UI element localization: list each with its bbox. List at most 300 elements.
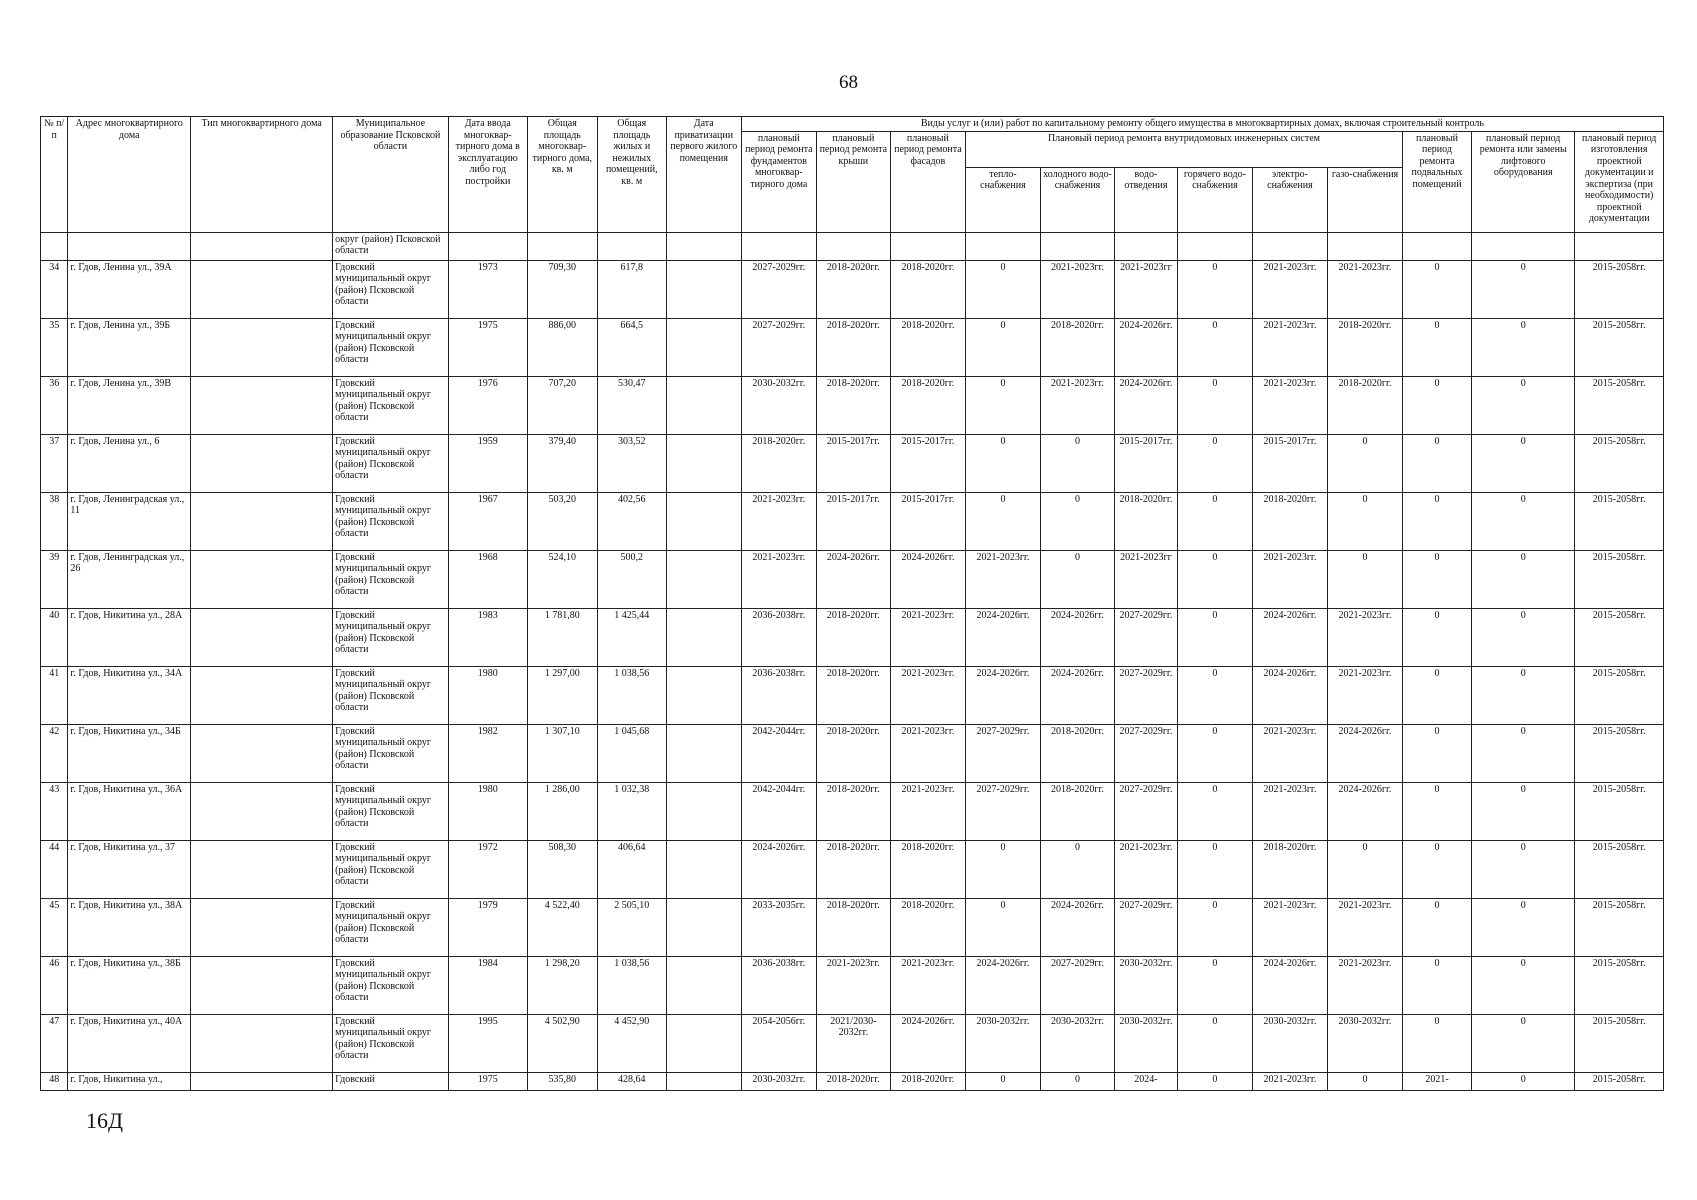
cell-privatization: [666, 550, 741, 608]
cell-heat: 0: [965, 492, 1040, 550]
cell-roof: 2018-2020гг.: [816, 724, 890, 782]
table-row: [41, 1014, 1664, 1072]
cell-type: [191, 492, 333, 550]
cell-year: 1983: [448, 608, 527, 666]
cell-year: 1980: [448, 666, 527, 724]
cell-sewage: 2030-2032гг.: [1115, 956, 1178, 1014]
cell-municipality: Гдовский муниципальный округ (район) Псковской области: [333, 376, 449, 434]
cell-electric: 2021-2023гг.: [1252, 376, 1327, 434]
cell-electric: 2030-2032гг.: [1252, 1014, 1327, 1072]
cell-roof: 2021/2030-2032гг.: [816, 1014, 890, 1072]
cell-municipality: Гдовский муниципальный округ (район) Псковской области: [333, 608, 449, 666]
cell-area-total: 379,40: [527, 434, 597, 492]
cell-type: [191, 260, 333, 318]
cell-electric: 2024-2026гг.: [1252, 956, 1327, 1014]
cell-type: [191, 956, 333, 1014]
cell-sewage: 2021-2023гг: [1115, 260, 1178, 318]
cell-gas: 0: [1327, 1072, 1402, 1090]
cell-electric: 2018-2020гг.: [1252, 840, 1327, 898]
cell-cold-water: 2024-2026гг.: [1040, 898, 1114, 956]
cell-gas: 2021-2023гг.: [1327, 956, 1402, 1014]
cell-sewage: 2021-2023гг: [1115, 550, 1178, 608]
header-area-living: Общая площадь жилых и нежилых помещений, кв. м: [597, 117, 666, 233]
cell-address: г. Гдов, Ленина ул., 39А: [68, 260, 191, 318]
cell-type: [191, 434, 333, 492]
header-cold-water: холодного водо-снабжения: [1040, 167, 1114, 232]
cell-type: [191, 608, 333, 666]
cell-year: 1959: [448, 434, 527, 492]
cell-municipality: Гдовский муниципальный округ (район) Псковской области: [333, 724, 449, 782]
cell-elevator: 0: [1471, 898, 1574, 956]
cell-cold-water: 2030-2032гг.: [1040, 1014, 1114, 1072]
cell-project: 2015-2058гг.: [1575, 666, 1664, 724]
cell-foundation: 2036-2038гг.: [741, 608, 816, 666]
cell-area-living: 664,5: [597, 318, 666, 376]
cell-hot-water: 0: [1177, 782, 1252, 840]
cell-roof: 2015-2017гг.: [816, 492, 890, 550]
cell-num: 45: [41, 898, 68, 956]
page-number: 68: [839, 72, 858, 93]
cell-cold-water: 2018-2020гг.: [1040, 318, 1114, 376]
cell-facade: 2018-2020гг.: [890, 260, 965, 318]
cell-area-living: 1 038,56: [597, 666, 666, 724]
cell-privatization: [666, 1072, 741, 1090]
cell-hot-water: 0: [1177, 608, 1252, 666]
cell-project: 2015-2058гг.: [1575, 434, 1664, 492]
header-roof: плановый период ремонта крыши: [816, 131, 890, 232]
cell-electric: 2021-2023гг.: [1252, 1072, 1327, 1090]
cell-privatization: [666, 898, 741, 956]
cell-roof: 2021-2023гг.: [816, 956, 890, 1014]
cell-privatization: [666, 608, 741, 666]
cell-num: 35: [41, 318, 68, 376]
cell-facade: 2015-2017гг.: [890, 434, 965, 492]
carry-over-municipality: округ (район) Псковской области: [333, 232, 449, 260]
cell-privatization: [666, 376, 741, 434]
cell-elevator: 0: [1471, 1014, 1574, 1072]
cell-facade: 2018-2020гг.: [890, 1072, 965, 1090]
cell-year: 1982: [448, 724, 527, 782]
capital-repair-table: [40, 116, 1664, 1091]
table-row: [41, 666, 1664, 724]
cell-type: [191, 840, 333, 898]
cell-address: г. Гдов, Ленина ул., 39В: [68, 376, 191, 434]
cell-type: [191, 724, 333, 782]
cell-num: 44: [41, 840, 68, 898]
header-project: плановый период изготовления проектной документации и экспертиза (при необходимости) проектной документации: [1575, 131, 1664, 232]
cell-heat: 2030-2032гг.: [965, 1014, 1040, 1072]
cell-gas: 2030-2032гг.: [1327, 1014, 1402, 1072]
cell-area-living: 428,64: [597, 1072, 666, 1090]
cell-elevator: 0: [1471, 434, 1574, 492]
cell-year: 1995: [448, 1014, 527, 1072]
cell-gas: 2018-2020гг.: [1327, 318, 1402, 376]
cell-privatization: [666, 666, 741, 724]
cell-area-living: 406,64: [597, 840, 666, 898]
cell-num: 46: [41, 956, 68, 1014]
header-elevator: плановый период ремонта или замены лифтового оборудования: [1471, 131, 1574, 232]
table-row: [41, 550, 1664, 608]
cell-basement: 2021-: [1403, 1072, 1472, 1090]
cell-year: 1980: [448, 782, 527, 840]
cell-foundation: 2042-2044гг.: [741, 782, 816, 840]
cell-year: 1973: [448, 260, 527, 318]
cell-roof: 2018-2020гг.: [816, 666, 890, 724]
header-systems-group: Плановый период ремонта внутридомовых инженерных систем: [965, 131, 1402, 167]
cell-sewage: 2027-2029гг.: [1115, 898, 1178, 956]
cell-type: [191, 782, 333, 840]
cell-cold-water: 2018-2020гг.: [1040, 782, 1114, 840]
cell-sewage: 2027-2029гг.: [1115, 724, 1178, 782]
footer-code: 16Д: [86, 1108, 124, 1133]
cell-num: 37: [41, 434, 68, 492]
cell-municipality: Гдовский муниципальный округ (район) Псковской области: [333, 782, 449, 840]
cell-hot-water: 0: [1177, 898, 1252, 956]
cell-type: [191, 376, 333, 434]
cell-type: [191, 1014, 333, 1072]
cell-num: 48: [41, 1072, 68, 1090]
cell-gas: 2021-2023гг.: [1327, 260, 1402, 318]
cell-area-total: 535,80: [527, 1072, 597, 1090]
cell-electric: 2024-2026гг.: [1252, 608, 1327, 666]
cell-facade: 2024-2026гг.: [890, 550, 965, 608]
cell-num: 34: [41, 260, 68, 318]
cell-hot-water: 0: [1177, 492, 1252, 550]
cell-privatization: [666, 260, 741, 318]
cell-basement: 0: [1403, 782, 1472, 840]
cell-electric: 2021-2023гг.: [1252, 550, 1327, 608]
cell-facade: 2018-2020гг.: [890, 898, 965, 956]
cell-foundation: 2024-2026гг.: [741, 840, 816, 898]
cell-heat: 2027-2029гг.: [965, 724, 1040, 782]
cell-facade: 2018-2020гг.: [890, 318, 965, 376]
cell-heat: 0: [965, 898, 1040, 956]
cell-foundation: 2018-2020гг.: [741, 434, 816, 492]
cell-area-total: 709,30: [527, 260, 597, 318]
cell-cold-water: 0: [1040, 434, 1114, 492]
cell-basement: 0: [1403, 318, 1472, 376]
header-address: Адрес многоквартирного дома: [68, 117, 191, 233]
cell-foundation: 2036-2038гг.: [741, 956, 816, 1014]
cell-type: [191, 550, 333, 608]
cell-hot-water: 0: [1177, 724, 1252, 782]
cell-gas: 2021-2023гг.: [1327, 898, 1402, 956]
cell-num: 42: [41, 724, 68, 782]
table-row: [41, 608, 1664, 666]
cell-area-total: 707,20: [527, 376, 597, 434]
cell-project: 2015-2058гг.: [1575, 608, 1664, 666]
cell-foundation: 2027-2029гг.: [741, 318, 816, 376]
cell-area-total: 508,30: [527, 840, 597, 898]
cell-privatization: [666, 1014, 741, 1072]
cell-municipality: Гдовский муниципальный округ (район) Псковской области: [333, 260, 449, 318]
cell-cold-water: 0: [1040, 1072, 1114, 1090]
cell-area-living: 1 425,44: [597, 608, 666, 666]
cell-facade: 2021-2023гг.: [890, 956, 965, 1014]
cell-electric: 2021-2023гг.: [1252, 318, 1327, 376]
cell-address: г. Гдов, Ленина ул., 39Б: [68, 318, 191, 376]
cell-sewage: 2015-2017гг.: [1115, 434, 1178, 492]
cell-facade: 2015-2017гг.: [890, 492, 965, 550]
cell-roof: 2024-2026гг.: [816, 550, 890, 608]
cell-sewage: 2021-2023гг.: [1115, 840, 1178, 898]
cell-foundation: 2036-2038гг.: [741, 666, 816, 724]
cell-basement: 0: [1403, 1014, 1472, 1072]
cell-hot-water: 0: [1177, 376, 1252, 434]
cell-year: 1976: [448, 376, 527, 434]
cell-year: 1968: [448, 550, 527, 608]
cell-basement: 0: [1403, 898, 1472, 956]
cell-elevator: 0: [1471, 492, 1574, 550]
header-heat: тепло-снабжения: [965, 167, 1040, 232]
cell-num: 43: [41, 782, 68, 840]
cell-gas: 0: [1327, 840, 1402, 898]
cell-area-living: 530,47: [597, 376, 666, 434]
cell-facade: 2018-2020гг.: [890, 376, 965, 434]
cell-basement: 0: [1403, 550, 1472, 608]
cell-electric: 2021-2023гг.: [1252, 898, 1327, 956]
table-row: [41, 724, 1664, 782]
header-area-total: Общая площадь многоквар-тирного дома, кв. м: [527, 117, 597, 233]
header-year: Дата ввода многоквар-тирного дома в эксплуатацию либо год постройки: [448, 117, 527, 233]
cell-num: 40: [41, 608, 68, 666]
cell-address: г. Гдов, Ленинградская ул., 26: [68, 550, 191, 608]
cell-municipality: Гдовский муниципальный округ (район) Псковской области: [333, 666, 449, 724]
cell-foundation: 2042-2044гг.: [741, 724, 816, 782]
cell-municipality: Гдовский муниципальный округ (район) Псковской области: [333, 898, 449, 956]
cell-project: 2015-2058гг.: [1575, 840, 1664, 898]
cell-project: 2015-2058гг.: [1575, 260, 1664, 318]
cell-basement: 0: [1403, 840, 1472, 898]
cell-gas: 0: [1327, 492, 1402, 550]
cell-municipality: Гдовский муниципальный округ (район) Псковской области: [333, 840, 449, 898]
cell-municipality: Гдовский муниципальный округ (район) Псковской области: [333, 550, 449, 608]
cell-num: 47: [41, 1014, 68, 1072]
cell-elevator: 0: [1471, 782, 1574, 840]
cell-elevator: 0: [1471, 376, 1574, 434]
cell-project: 2015-2058гг.: [1575, 956, 1664, 1014]
cell-roof: 2018-2020гг.: [816, 782, 890, 840]
cell-basement: 0: [1403, 260, 1472, 318]
cell-municipality: Гдовский: [333, 1072, 449, 1090]
cell-num: 38: [41, 492, 68, 550]
cell-privatization: [666, 840, 741, 898]
table-row: [41, 1072, 1664, 1090]
cell-hot-water: 0: [1177, 1014, 1252, 1072]
cell-roof: 2018-2020гг.: [816, 1072, 890, 1090]
cell-year: 1975: [448, 318, 527, 376]
cell-area-living: 2 505,10: [597, 898, 666, 956]
cell-sewage: 2018-2020гг.: [1115, 492, 1178, 550]
cell-hot-water: 0: [1177, 666, 1252, 724]
cell-year: 1979: [448, 898, 527, 956]
cell-cold-water: 2021-2023гг.: [1040, 376, 1114, 434]
cell-area-total: 886,00: [527, 318, 597, 376]
cell-municipality: Гдовский муниципальный округ (район) Псковской области: [333, 318, 449, 376]
table-body: [41, 232, 1664, 1090]
cell-electric: 2015-2017гг.: [1252, 434, 1327, 492]
cell-address: г. Гдов, Ленина ул., 6: [68, 434, 191, 492]
cell-electric: 2021-2023гг.: [1252, 724, 1327, 782]
cell-elevator: 0: [1471, 260, 1574, 318]
cell-heat: 0: [965, 1072, 1040, 1090]
cell-municipality: Гдовский муниципальный округ (район) Псковской области: [333, 956, 449, 1014]
cell-area-living: 303,52: [597, 434, 666, 492]
cell-roof: 2015-2017гг.: [816, 434, 890, 492]
table-row: [41, 434, 1664, 492]
cell-area-total: 4 522,40: [527, 898, 597, 956]
cell-elevator: 0: [1471, 608, 1574, 666]
cell-heat: 2027-2029гг.: [965, 782, 1040, 840]
cell-project: 2015-2058гг.: [1575, 782, 1664, 840]
cell-gas: 2021-2023гг.: [1327, 608, 1402, 666]
cell-year: 1984: [448, 956, 527, 1014]
cell-foundation: 2054-2056гг.: [741, 1014, 816, 1072]
cell-roof: 2018-2020гг.: [816, 898, 890, 956]
cell-project: 2015-2058гг.: [1575, 1014, 1664, 1072]
cell-elevator: 0: [1471, 318, 1574, 376]
cell-gas: 2024-2026гг.: [1327, 782, 1402, 840]
cell-type: [191, 666, 333, 724]
cell-privatization: [666, 492, 741, 550]
cell-roof: 2018-2020гг.: [816, 318, 890, 376]
table-row: [41, 492, 1664, 550]
cell-heat: 0: [965, 840, 1040, 898]
cell-basement: 0: [1403, 492, 1472, 550]
cell-project: 2015-2058гг.: [1575, 724, 1664, 782]
cell-facade: 2018-2020гг.: [890, 840, 965, 898]
cell-foundation: 2021-2023гг.: [741, 550, 816, 608]
cell-address: г. Гдов, Никитина ул., 37: [68, 840, 191, 898]
cell-privatization: [666, 318, 741, 376]
cell-elevator: 0: [1471, 724, 1574, 782]
cell-basement: 0: [1403, 434, 1472, 492]
cell-gas: 2024-2026гг.: [1327, 724, 1402, 782]
cell-project: 2015-2058гг.: [1575, 898, 1664, 956]
cell-gas: 0: [1327, 434, 1402, 492]
cell-area-total: 503,20: [527, 492, 597, 550]
header-facade: плановый период ремонта фасадов: [890, 131, 965, 232]
cell-year: 1972: [448, 840, 527, 898]
cell-area-total: 1 307,10: [527, 724, 597, 782]
cell-heat: 2024-2026гг.: [965, 956, 1040, 1014]
cell-type: [191, 318, 333, 376]
cell-elevator: 0: [1471, 840, 1574, 898]
cell-num: 36: [41, 376, 68, 434]
header-municipality: Муниципальное образование Псковской области: [333, 117, 449, 233]
header-basement: плановый период ремонта подвальных помещений: [1403, 131, 1472, 232]
cell-heat: 0: [965, 318, 1040, 376]
cell-address: г. Гдов, Никитина ул.,: [68, 1072, 191, 1090]
cell-basement: 0: [1403, 724, 1472, 782]
cell-hot-water: 0: [1177, 434, 1252, 492]
cell-hot-water: 0: [1177, 956, 1252, 1014]
header-num: № п/п: [41, 117, 68, 233]
table-row: [41, 898, 1664, 956]
table-row: [41, 782, 1664, 840]
header-hot-water: горячего водо-снабжения: [1177, 167, 1252, 232]
cell-foundation: 2030-2032гг.: [741, 1072, 816, 1090]
cell-basement: 0: [1403, 956, 1472, 1014]
cell-facade: 2021-2023гг.: [890, 666, 965, 724]
cell-elevator: 0: [1471, 1072, 1574, 1090]
cell-area-total: 4 502,90: [527, 1014, 597, 1072]
cell-project: 2015-2058гг.: [1575, 376, 1664, 434]
cell-type: [191, 1072, 333, 1090]
table-row: [41, 956, 1664, 1014]
cell-heat: 0: [965, 434, 1040, 492]
cell-area-living: 1 038,56: [597, 956, 666, 1014]
cell-roof: 2018-2020гг.: [816, 608, 890, 666]
cell-area-living: 402,56: [597, 492, 666, 550]
cell-heat: 0: [965, 376, 1040, 434]
carry-over-row: [41, 232, 1664, 260]
cell-municipality: Гдовский муниципальный округ (район) Псковской области: [333, 1014, 449, 1072]
cell-year: 1975: [448, 1072, 527, 1090]
cell-facade: 2021-2023гг.: [890, 782, 965, 840]
cell-num: 41: [41, 666, 68, 724]
cell-electric: 2021-2023гг.: [1252, 260, 1327, 318]
cell-sewage: 2024-: [1115, 1072, 1178, 1090]
cell-gas: 0: [1327, 550, 1402, 608]
header-sewage: водо-отведения: [1115, 167, 1178, 232]
cell-cold-water: 2021-2023гг.: [1040, 260, 1114, 318]
cell-foundation: 2033-2035гг.: [741, 898, 816, 956]
cell-foundation: 2021-2023гг.: [741, 492, 816, 550]
cell-project: 2015-2058гг.: [1575, 492, 1664, 550]
cell-municipality: Гдовский муниципальный округ (район) Псковской области: [333, 434, 449, 492]
cell-area-living: 617,8: [597, 260, 666, 318]
cell-roof: 2018-2020гг.: [816, 840, 890, 898]
cell-basement: 0: [1403, 376, 1472, 434]
cell-municipality: Гдовский муниципальный округ (район) Псковской области: [333, 492, 449, 550]
cell-project: 2015-2058гг.: [1575, 550, 1664, 608]
cell-area-total: 524,10: [527, 550, 597, 608]
cell-year: 1967: [448, 492, 527, 550]
cell-gas: 2018-2020гг.: [1327, 376, 1402, 434]
cell-elevator: 0: [1471, 550, 1574, 608]
cell-facade: 2024-2026гг.: [890, 1014, 965, 1072]
cell-sewage: 2030-2032гг.: [1115, 1014, 1178, 1072]
cell-area-total: 1 286,00: [527, 782, 597, 840]
cell-privatization: [666, 724, 741, 782]
cell-area-total: 1 298,20: [527, 956, 597, 1014]
header-type: Тип многоквартирного дома: [191, 117, 333, 233]
header-foundation: плановый период ремонта фундаментов многоквар-тирного дома: [741, 131, 816, 232]
cell-cold-water: 2024-2026гг.: [1040, 666, 1114, 724]
cell-area-living: 4 452,90: [597, 1014, 666, 1072]
cell-electric: 2021-2023гг.: [1252, 782, 1327, 840]
cell-basement: 0: [1403, 666, 1472, 724]
cell-roof: 2018-2020гг.: [816, 260, 890, 318]
cell-privatization: [666, 782, 741, 840]
cell-heat: 2024-2026гг.: [965, 608, 1040, 666]
cell-hot-water: 0: [1177, 550, 1252, 608]
cell-num: 39: [41, 550, 68, 608]
cell-foundation: 2027-2029гг.: [741, 260, 816, 318]
cell-hot-water: 0: [1177, 318, 1252, 376]
header-works-group: Виды услуг и (или) работ по капитальному ремонту общего имущества в многоквартирных домах, включая строительный контроль: [741, 117, 1663, 132]
cell-address: г. Гдов, Никитина ул., 28А: [68, 608, 191, 666]
cell-address: г. Гдов, Ленинградская ул., 11: [68, 492, 191, 550]
cell-cold-water: 0: [1040, 492, 1114, 550]
cell-hot-water: 0: [1177, 1072, 1252, 1090]
cell-roof: 2018-2020гг.: [816, 376, 890, 434]
cell-sewage: 2024-2026гг.: [1115, 318, 1178, 376]
cell-hot-water: 0: [1177, 260, 1252, 318]
cell-cold-water: 2018-2020гг.: [1040, 724, 1114, 782]
cell-sewage: 2027-2029гг.: [1115, 666, 1178, 724]
